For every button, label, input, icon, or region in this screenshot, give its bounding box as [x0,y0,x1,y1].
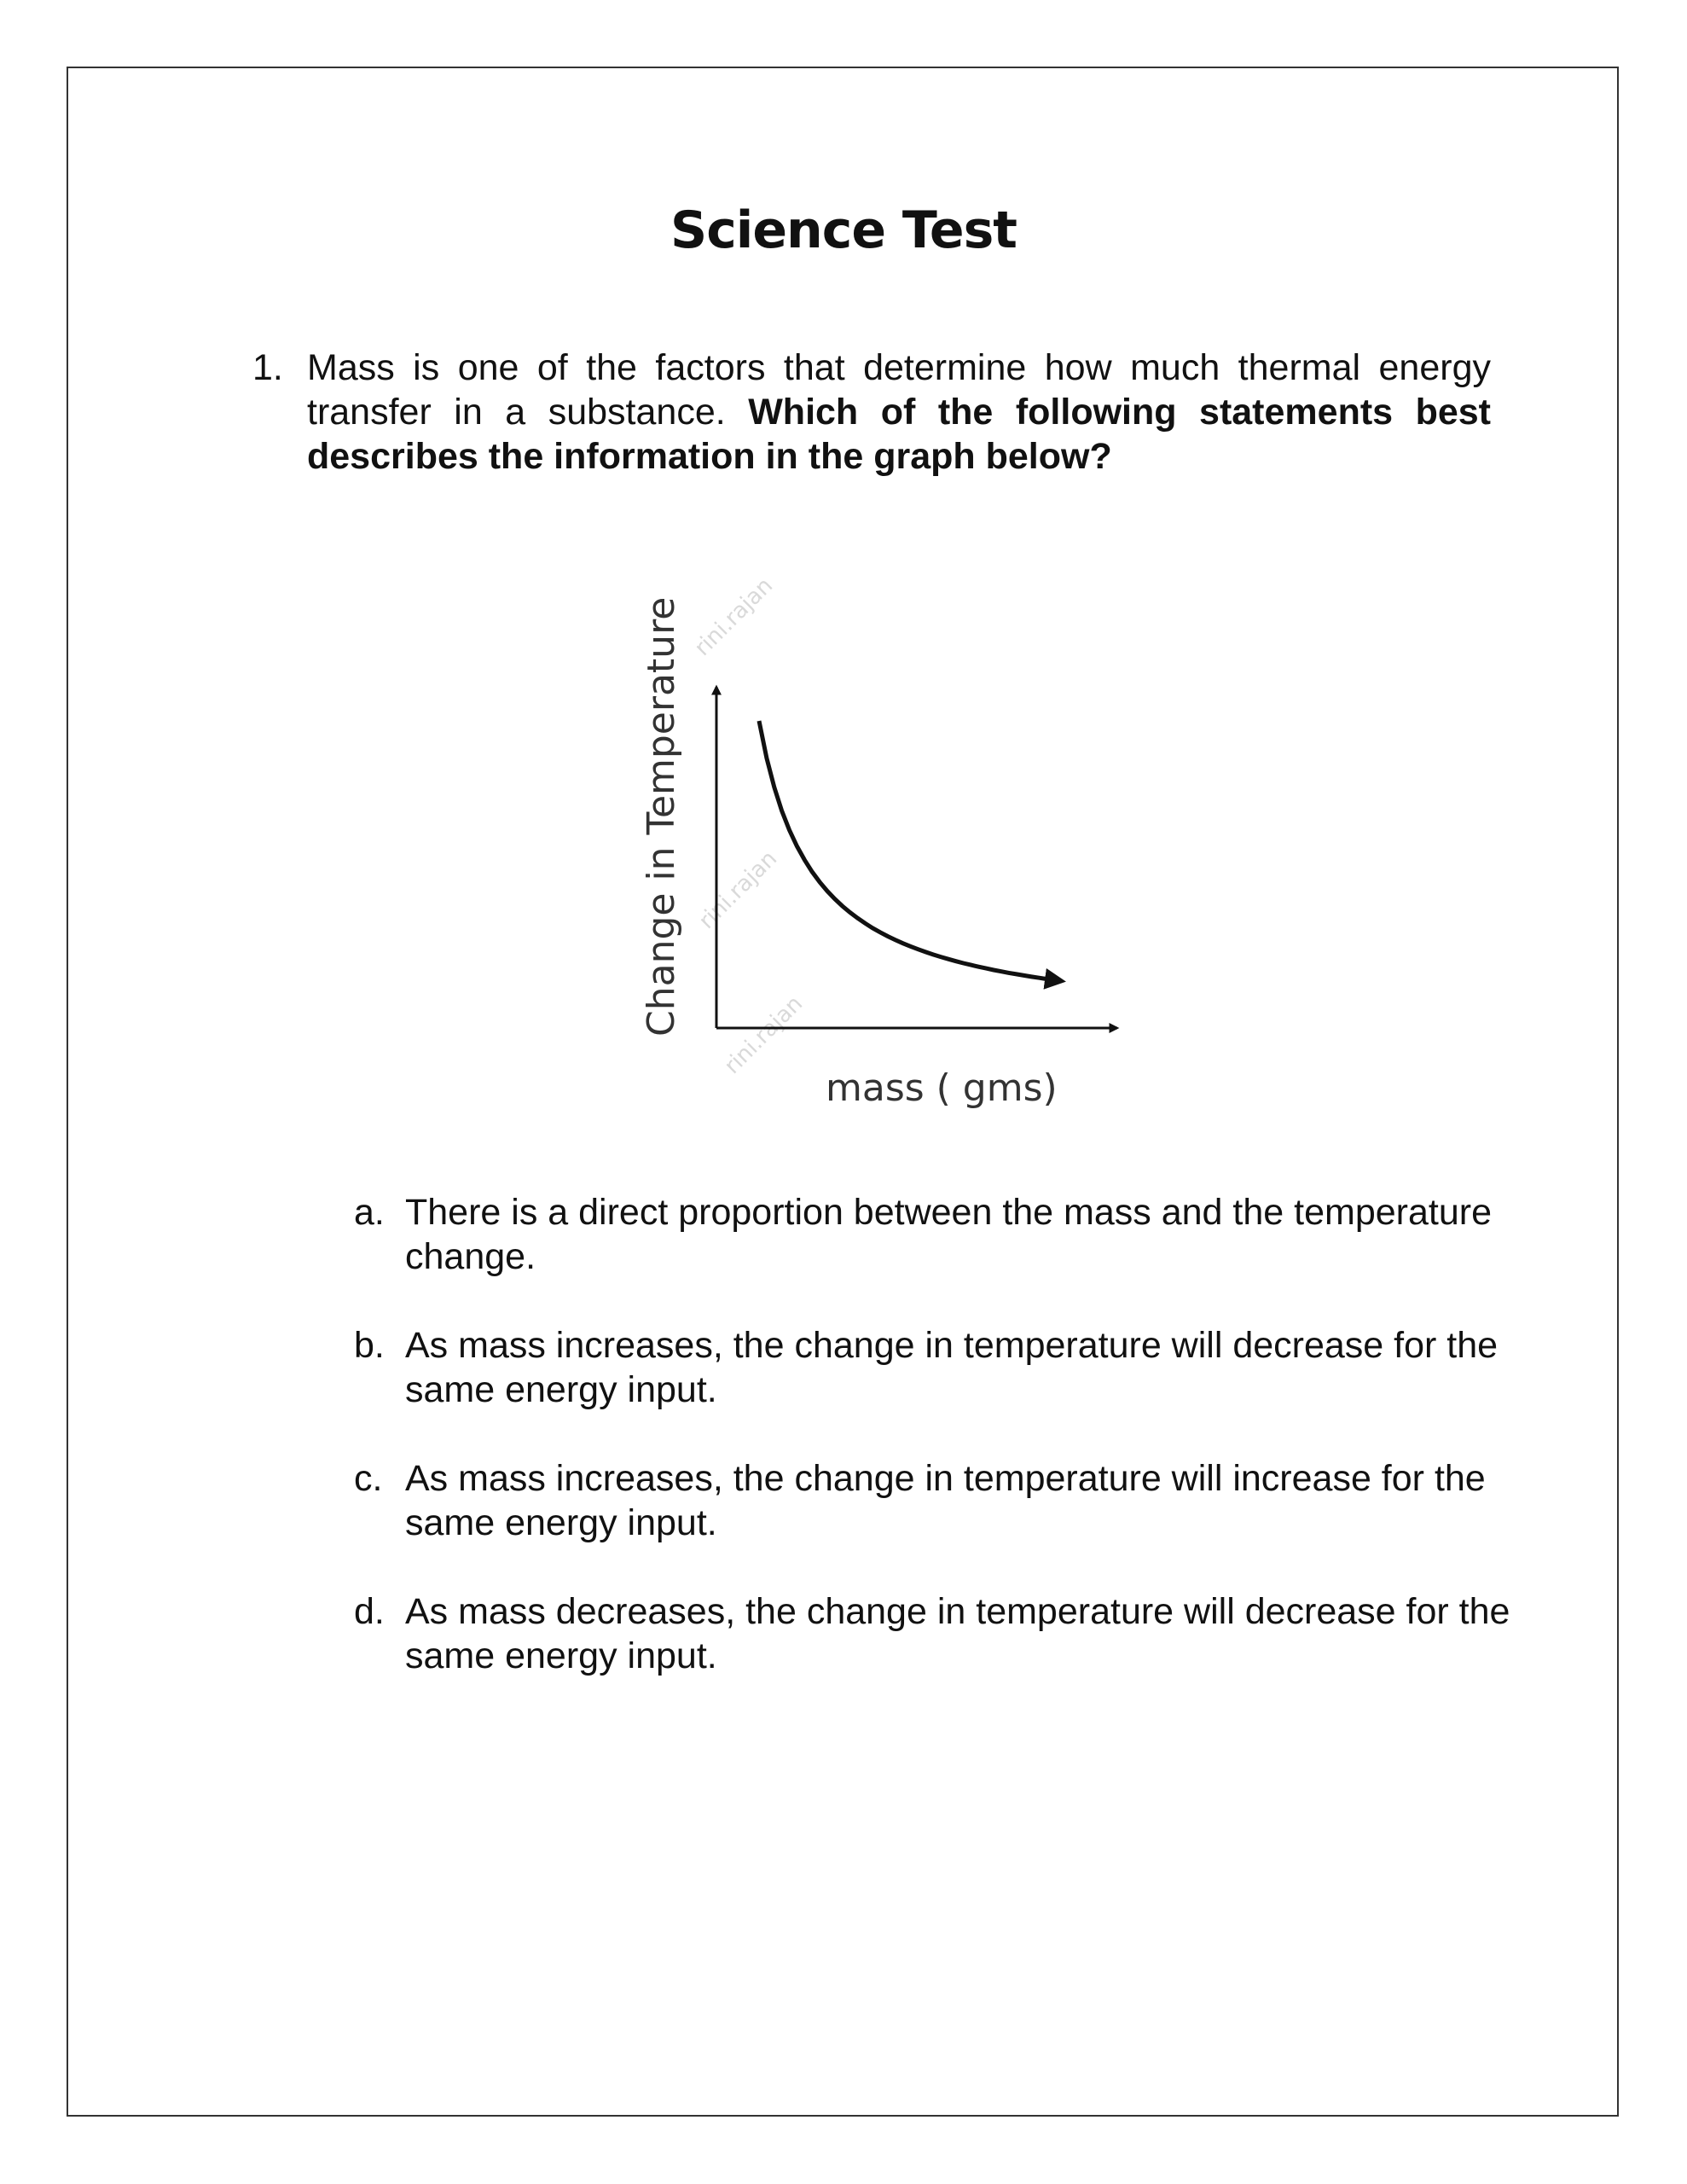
question-number: 1. [252,347,283,388]
option-text: As mass decreases, the change in temperature will decrease for the same energy input. [405,1591,1510,1676]
option-text: There is a direct proportion between the mass and the temperature change. [405,1192,1492,1277]
watermark-3: rini.rajan [719,990,809,1079]
option-text: As mass increases, the change in temperature will increase for the same energy input. [405,1458,1486,1543]
answer-options [354,1190,1531,1722]
option-letter: b. [354,1325,385,1366]
option-letter: c. [354,1458,383,1499]
series-curve [759,721,1062,981]
graph-figure [588,546,1151,1126]
watermark-1: rini.rajan [689,572,779,661]
page-title: Science Test [670,200,1017,260]
x-axis-label: mass ( gms) [826,1066,1058,1110]
question-text-bold: Which of the following statements best describes the information in the graph below? [307,392,1491,477]
option-a[interactable] [354,1190,1531,1279]
option-b[interactable] [354,1323,1531,1412]
question-text [307,346,1491,479]
option-letter: d. [354,1591,385,1632]
graph-svg [588,546,1151,1126]
option-c[interactable] [354,1456,1531,1545]
question-1 [252,346,1491,479]
option-letter: a. [354,1192,385,1233]
question-text-plain: Mass is one of the factors that determine how much thermal energy transfer in a substance. [307,347,1491,433]
y-axis-label: Change in Temperature [640,596,683,1037]
option-text: As mass increases, the change in temperature will decrease for the same energy input. [405,1325,1499,1410]
option-d[interactable] [354,1589,1531,1678]
watermark-2: rini.rajan [693,845,783,934]
